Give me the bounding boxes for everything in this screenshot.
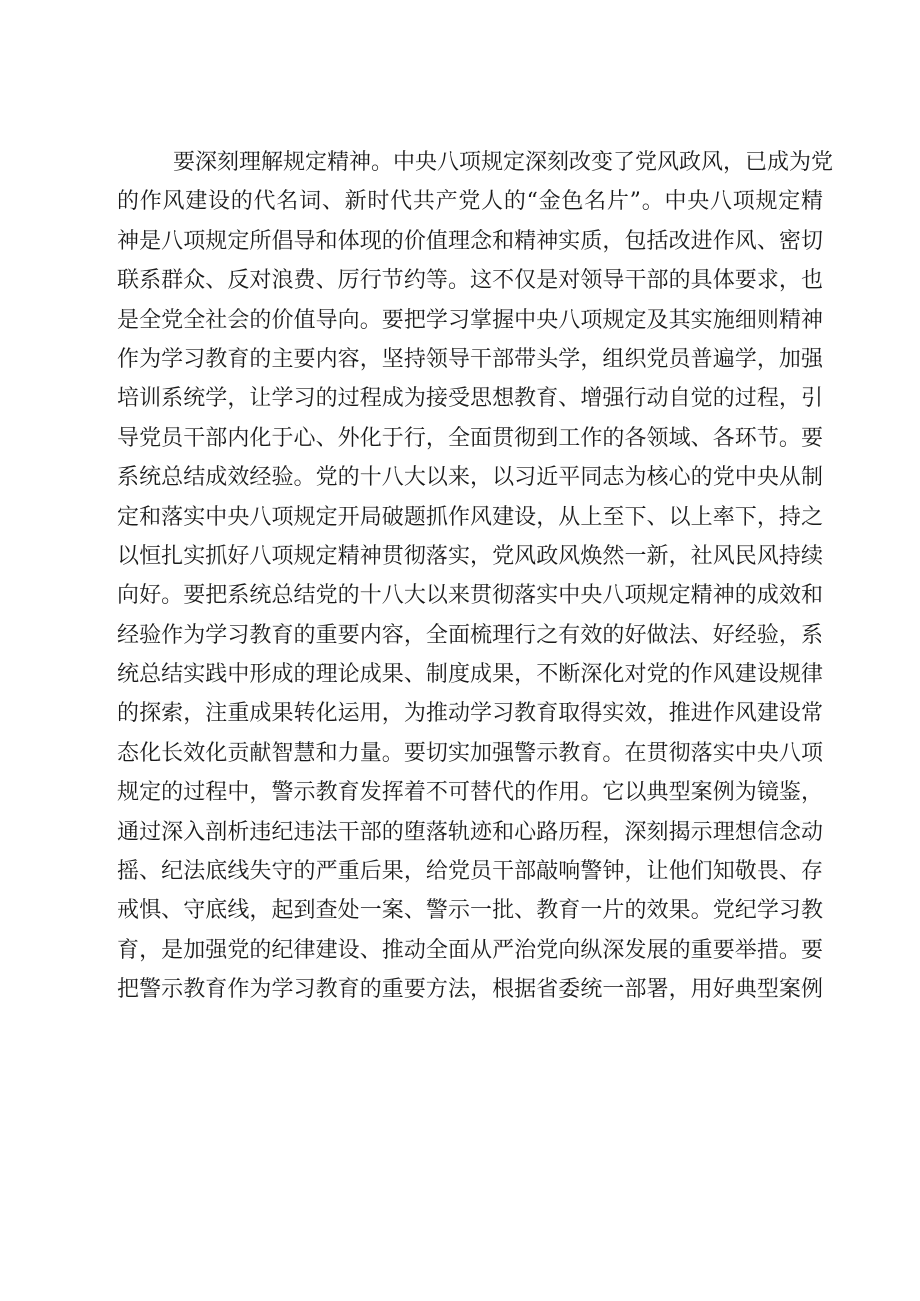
text-line: 规定的过程中，警示教育发挥着不可替代的作用。它以典型案例为镜鉴， bbox=[117, 780, 823, 806]
text-line: 作为学习教育的主要内容，坚持领导干部带头学，组织党员普遍学，加强 bbox=[117, 346, 823, 372]
text-line: 导党员干部内化于心、外化于行，全面贯彻到工作的各领域、各环节。要 bbox=[117, 425, 823, 451]
text-line: 神是八项规定所倡导和体现的价值理念和精神实质，包括改进作风、密切 bbox=[117, 228, 823, 254]
text-line: 定和落实中央八项规定开局破题抓作风建设，从上至下、以上率下，持之 bbox=[117, 504, 823, 530]
text-line: 的作风建设的代名词、新时代共产党人的“金色名片”。中央八项规定精 bbox=[117, 189, 823, 215]
text-line: 培训系统学，让学习的过程成为接受思想教育、增强行动自觉的过程，引 bbox=[117, 386, 823, 412]
text-line: 向好。要把系统总结党的十八大以来贯彻落实中央八项规定精神的成效和 bbox=[117, 583, 823, 609]
text-line: 要深刻理解规定精神。中央八项规定深刻改变了党风政风，已成为党 bbox=[173, 150, 834, 175]
text-line: 戒惧、守底线，起到查处一案、警示一批、教育一片的效果。党纪学习教 bbox=[117, 898, 823, 924]
text-line: 经验作为学习教育的重要内容，全面梳理行之有效的好做法、好经验，系 bbox=[117, 622, 823, 648]
text-line: 联系群众、反对浪费、厉行节约等。这不仅是对领导干部的具体要求，也 bbox=[117, 268, 823, 294]
body-paragraph bbox=[117, 143, 834, 1010]
text-line: 是全党全社会的价值导向。要把学习掌握中央八项规定及其实施细则精神 bbox=[117, 307, 823, 333]
text-line: 把警示教育作为学习教育的重要方法，根据省委统一部署，用好典型案例 bbox=[117, 977, 823, 1003]
text-line: 态化长效化贡献智慧和力量。要切实加强警示教育。在贯彻落实中央八项 bbox=[117, 740, 823, 766]
text-line: 育，是加强党的纪律建设、推动全面从严治党向纵深发展的重要举措。要 bbox=[117, 937, 823, 963]
text-line: 摇、纪法底线失守的严重后果，给党员干部敲响警钟，让他们知敬畏、存 bbox=[117, 859, 823, 885]
text-line: 统总结实践中形成的理论成果、制度成果，不断深化对党的作风建设规律 bbox=[117, 662, 823, 688]
text-line: 以恒扎实抓好八项规定精神贯彻落实，党风政风焕然一新，社风民风持续 bbox=[117, 543, 823, 569]
text-line: 通过深入剖析违纪违法干部的堕落轨迹和心路历程，深刻揭示理想信念动 bbox=[117, 819, 823, 845]
text-line: 的探索，注重成果转化运用，为推动学习教育取得实效，推进作风建设常 bbox=[117, 701, 823, 727]
text-line: 系统总结成效经验。党的十八大以来，以习近平同志为核心的党中央从制 bbox=[117, 465, 823, 491]
